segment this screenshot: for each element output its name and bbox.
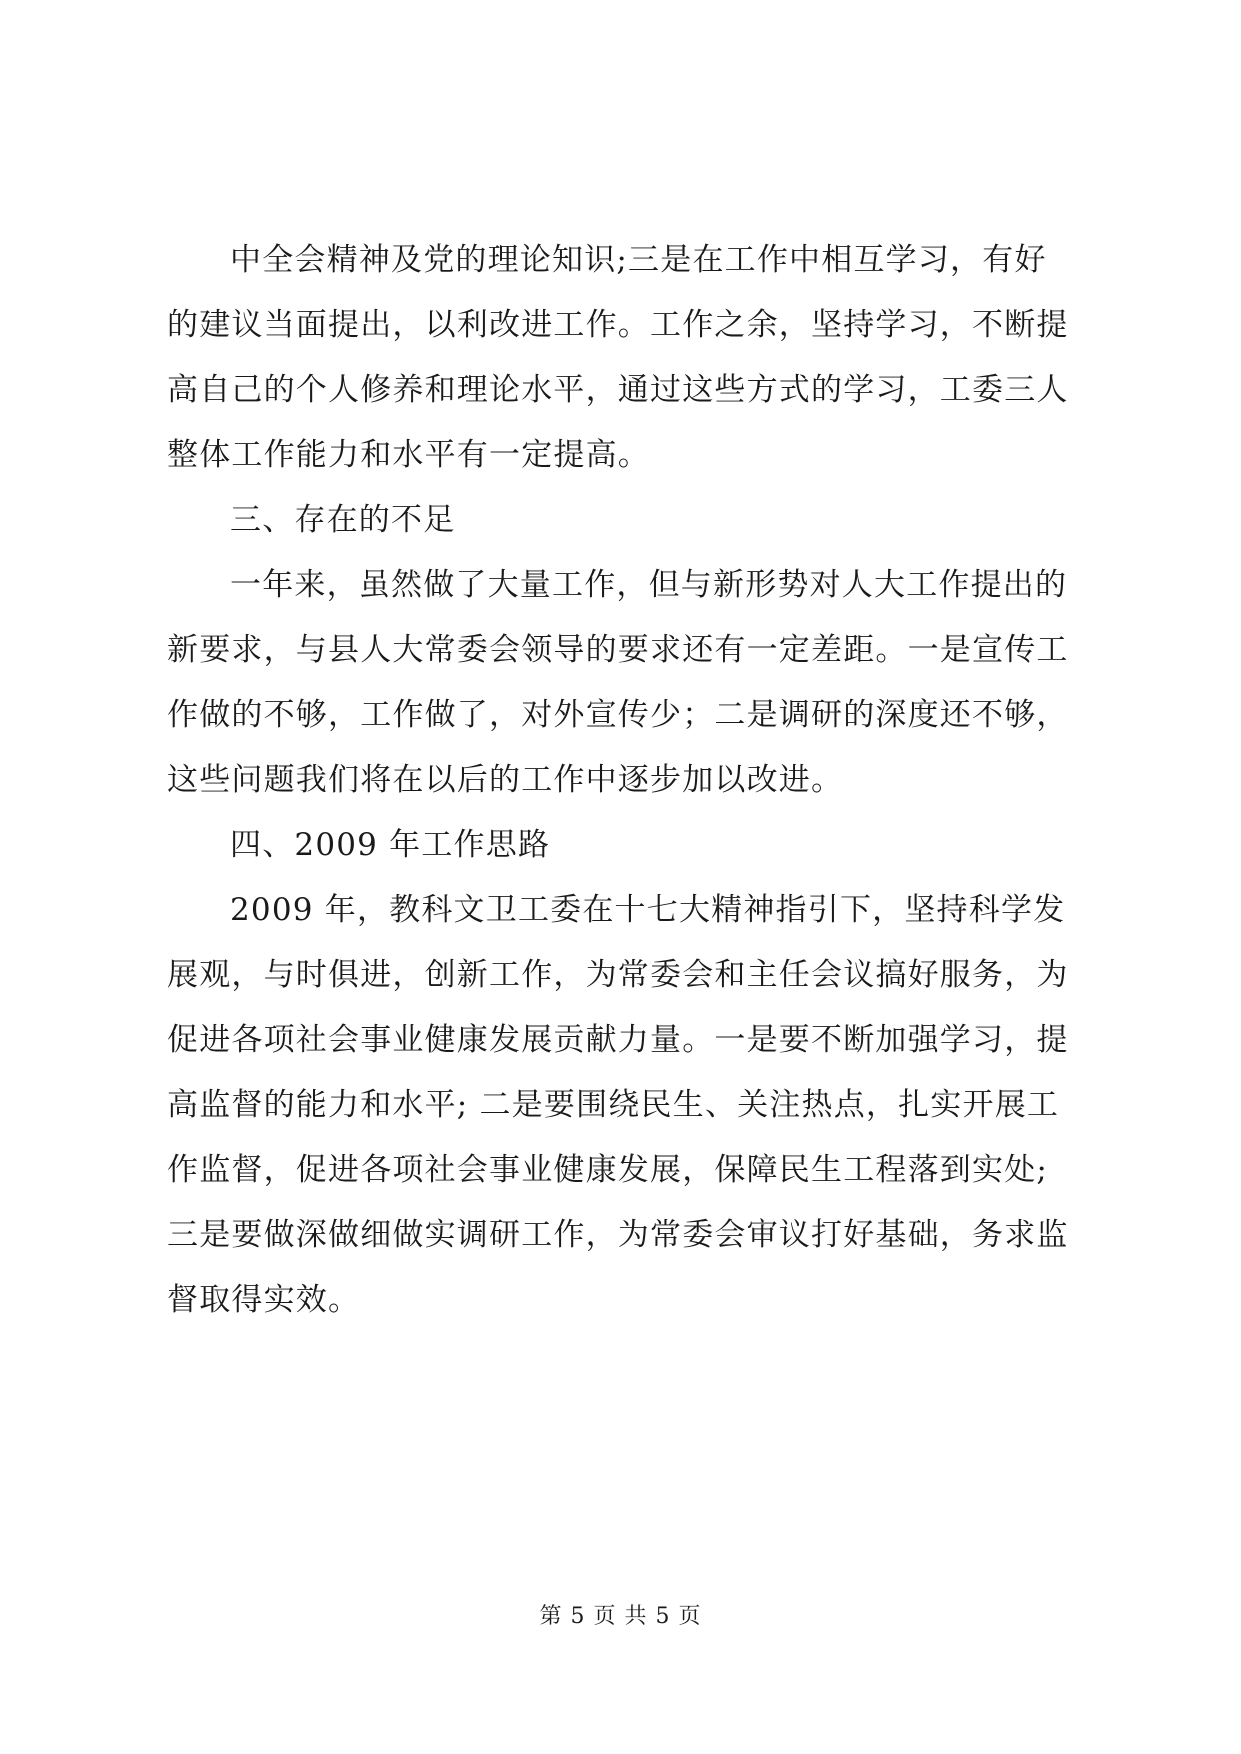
section-heading-work-plan: 四、2009 年工作思路 — [230, 827, 551, 863]
paragraph-line: 作监督，促进各项社会事业健康发展，保障民生工程落到实处; — [167, 1152, 1049, 1188]
paragraph-line: 2009 年，教科文卫工委在十七大精神指引下，坚持科学发 — [230, 892, 1066, 928]
paragraph-line: 督取得实效。 — [167, 1282, 361, 1318]
paragraph-line: 的建议当面提出，以利改进工作。工作之余，坚持学习，不断提 — [167, 307, 1069, 343]
paragraph-line: 高监督的能力和水平; 二是要围绕民生、关注热点，扎实开展工 — [167, 1087, 1060, 1123]
paragraph-line: 中全会精神及党的理论知识;三是在工作中相互学习，有好 — [230, 242, 1047, 278]
page-number-footer: 第 5 页 共 5 页 — [539, 1604, 702, 1629]
paragraph-line: 高自己的个人修养和理论水平，通过这些方式的学习，工委三人 — [167, 372, 1069, 408]
paragraph-line: 一年来，虽然做了大量工作，但与新形势对人大工作提出的 — [230, 567, 1068, 603]
paragraph-line: 这些问题我们将在以后的工作中逐步加以改进。 — [167, 762, 844, 798]
paragraph-line: 新要求，与县人大常委会领导的要求还有一定差距。一是宣传工 — [167, 632, 1069, 668]
paragraph-line: 三是要做深做细做实调研工作，为常委会审议打好基础，务求监 — [167, 1217, 1069, 1253]
paragraph-line: 促进各项社会事业健康发展贡献力量。一是要不断加强学习，提 — [167, 1022, 1069, 1058]
section-heading-deficiencies: 三、存在的不足 — [230, 502, 456, 538]
paragraph-line: 整体工作能力和水平有一定提高。 — [167, 437, 650, 473]
document-body — [167, 228, 1079, 1333]
paragraph-line: 作做的不够，工作做了，对外宣传少；二是调研的深度还不够， — [167, 697, 1069, 733]
paragraph-line: 展观，与时俱进，创新工作，为常委会和主任会议搞好服务，为 — [167, 957, 1069, 993]
